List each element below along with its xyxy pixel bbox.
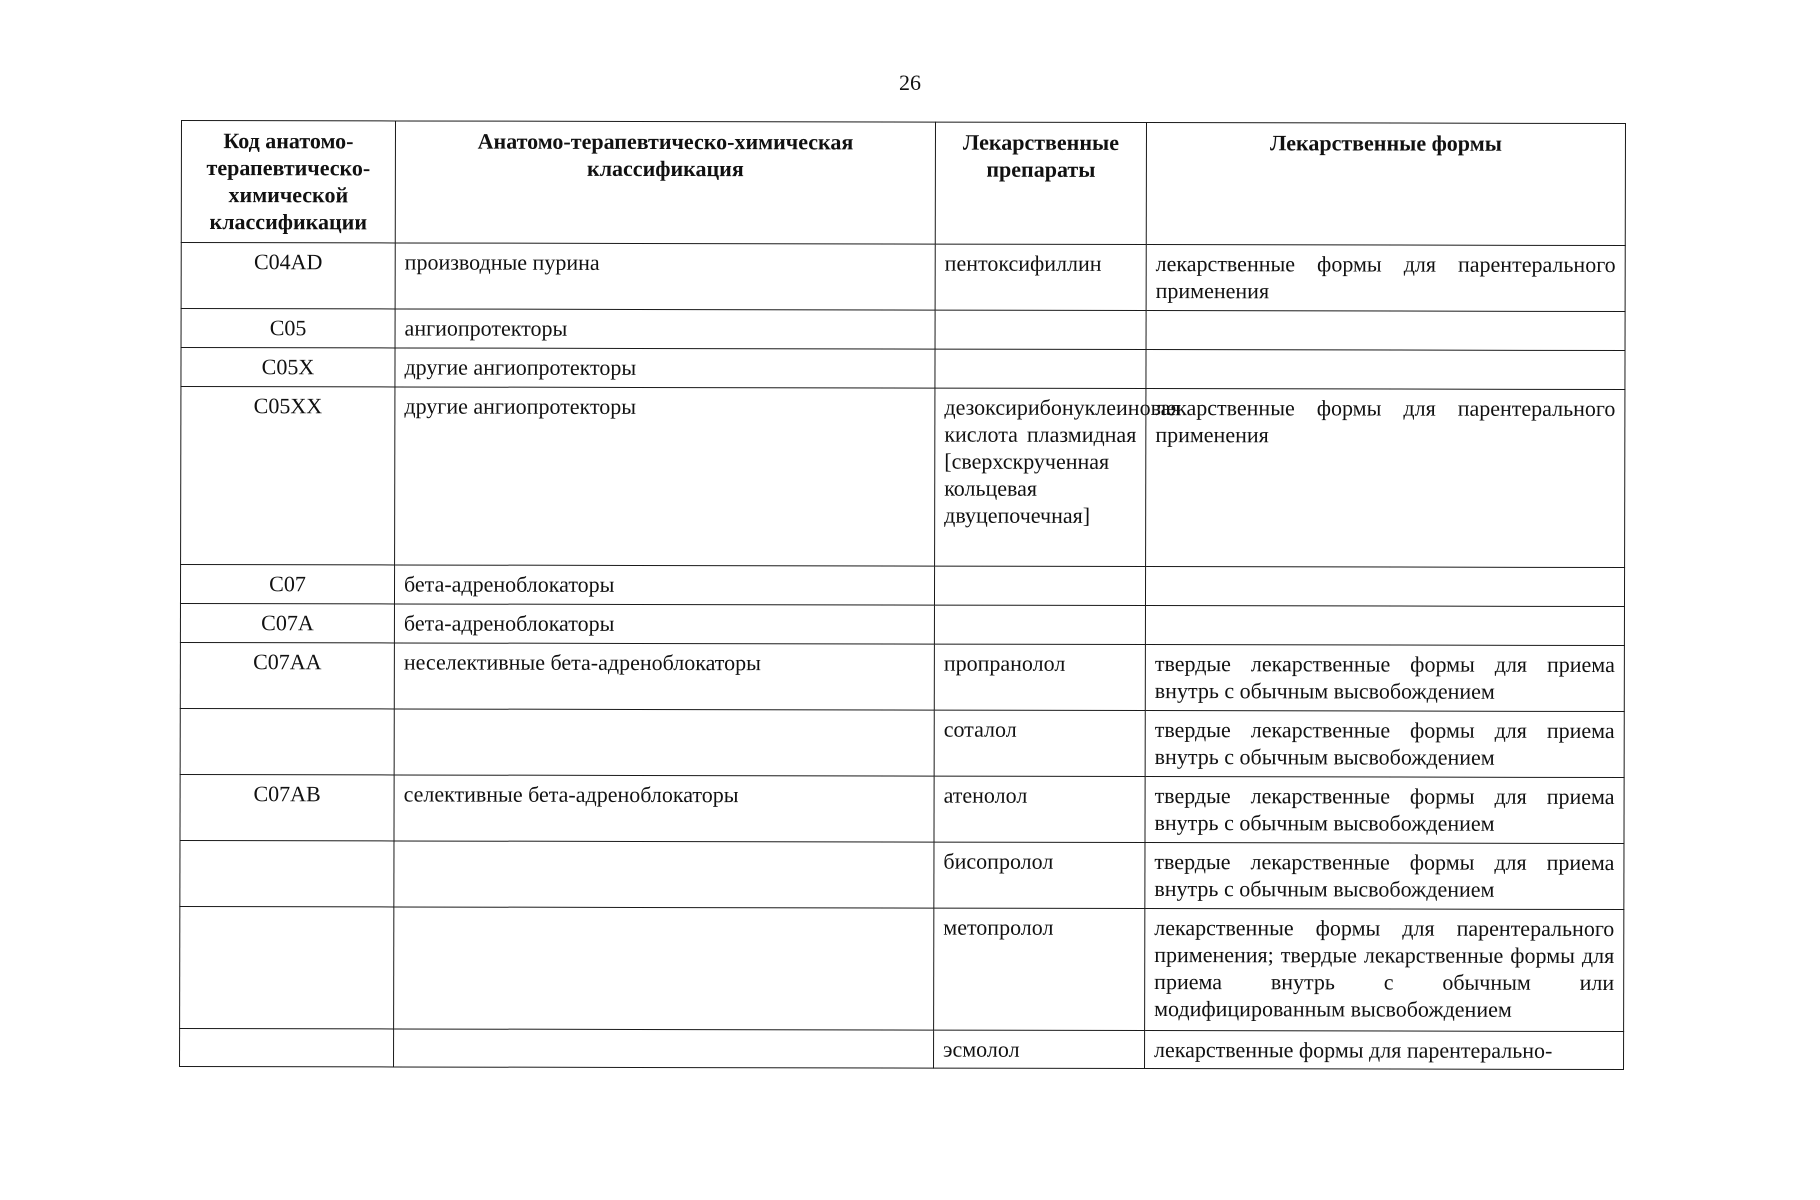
classification-cell xyxy=(394,1029,934,1068)
classification-cell: неселективные бета-адреноблокаторы xyxy=(394,643,934,710)
table-row xyxy=(180,1028,1624,1069)
header-atc-classification: Анатомо-терапевтическо-химическая классификация xyxy=(395,121,935,244)
table-row xyxy=(180,604,1624,646)
header-drugs: Лекарственные препараты xyxy=(935,122,1146,244)
dosage-forms-cell: твердые лекарственные формы для приема внутрь с обычным высвобождением xyxy=(1145,777,1624,844)
classification-cell: производные пурина xyxy=(395,243,935,310)
drug-cell: пентоксифиллин xyxy=(935,244,1146,310)
drug-cell: соталол xyxy=(934,710,1145,776)
table-row xyxy=(181,309,1625,351)
table-row xyxy=(181,387,1625,568)
atc-code-cell xyxy=(180,1028,394,1066)
classification-cell: селективные бета-адреноблокаторы xyxy=(394,775,934,842)
dosage-forms-cell: твердые лекарственные формы для приема внутрь с обычным высвобождением xyxy=(1145,843,1624,910)
classification-cell: бета-адреноблокаторы xyxy=(394,604,934,644)
dosage-forms-cell: лекарственные формы для парентерального применения xyxy=(1146,389,1625,568)
table-row xyxy=(180,840,1624,909)
dosage-forms-cell xyxy=(1146,311,1625,351)
table-row xyxy=(180,642,1624,711)
atc-code-cell: C07 xyxy=(180,565,394,604)
drug-cell: эсмолол xyxy=(934,1030,1145,1068)
drug-cell xyxy=(935,310,1146,349)
classification-cell: бета-адреноблокаторы xyxy=(394,565,934,605)
table-row xyxy=(180,565,1624,607)
atc-code-cell: C05XX xyxy=(181,387,395,565)
classification-cell xyxy=(394,709,934,776)
drug-cell xyxy=(934,566,1145,605)
dosage-forms-cell: твердые лекарственные формы для приема внутрь с обычным высвобождением xyxy=(1145,711,1624,778)
atc-code-cell xyxy=(180,708,394,774)
atc-code-cell: C05 xyxy=(181,309,395,348)
page-number: 26 xyxy=(899,70,921,95)
drug-cell: атенолол xyxy=(934,776,1145,842)
atc-code-cell: C04AD xyxy=(181,243,395,309)
classification-cell: другие ангиопротекторы xyxy=(395,348,935,388)
drug-cell: бисопролол xyxy=(934,842,1145,908)
atc-code-cell xyxy=(180,906,394,1028)
atc-classification-table xyxy=(179,120,1626,1070)
dosage-forms-cell xyxy=(1146,350,1625,390)
table-row xyxy=(180,708,1624,777)
dosage-forms-cell: твердые лекарственные формы для приема внутрь с обычным высвобождением xyxy=(1145,645,1624,712)
dosage-forms-cell: лекарственные формы для парентерального применения; твердые лекарственные формы для приема внутрь с обычным или модифицированным высвобождением xyxy=(1145,909,1624,1032)
table-row xyxy=(180,774,1624,843)
table-row xyxy=(180,906,1624,1031)
drug-cell: дезоксирибонуклеиновая кислота плазмидная [сверхскрученная кольцевая двуцепочечная] xyxy=(935,388,1146,566)
table-row xyxy=(181,243,1625,312)
atc-code-cell: C05X xyxy=(181,348,395,387)
atc-code-cell xyxy=(180,840,394,906)
classification-cell xyxy=(394,841,934,908)
table-row xyxy=(181,348,1625,390)
dosage-forms-cell xyxy=(1145,606,1624,646)
drug-cell: пропранолол xyxy=(934,644,1145,710)
atc-code-cell: C07AA xyxy=(180,642,394,708)
atc-code-cell: C07A xyxy=(180,604,394,643)
drug-cell: метопролол xyxy=(934,908,1145,1030)
classification-cell xyxy=(394,907,934,1030)
dosage-forms-cell: лекарственные формы для парентерального применения xyxy=(1146,245,1625,312)
table-header-row xyxy=(181,121,1625,246)
atc-code-cell: C07AB xyxy=(180,774,394,840)
drug-cell xyxy=(934,605,1145,644)
header-atc-code: Код анатомо-терапевтическо-химической классификации xyxy=(181,121,395,243)
classification-cell: другие ангиопротекторы xyxy=(395,387,935,566)
drug-cell xyxy=(935,349,1146,388)
classification-cell: ангиопротекторы xyxy=(395,309,935,349)
header-dosage-forms: Лекарственные формы xyxy=(1146,123,1625,246)
dosage-forms-cell xyxy=(1145,567,1624,607)
dosage-forms-cell: лекарственные формы для парентерально- xyxy=(1145,1031,1624,1070)
